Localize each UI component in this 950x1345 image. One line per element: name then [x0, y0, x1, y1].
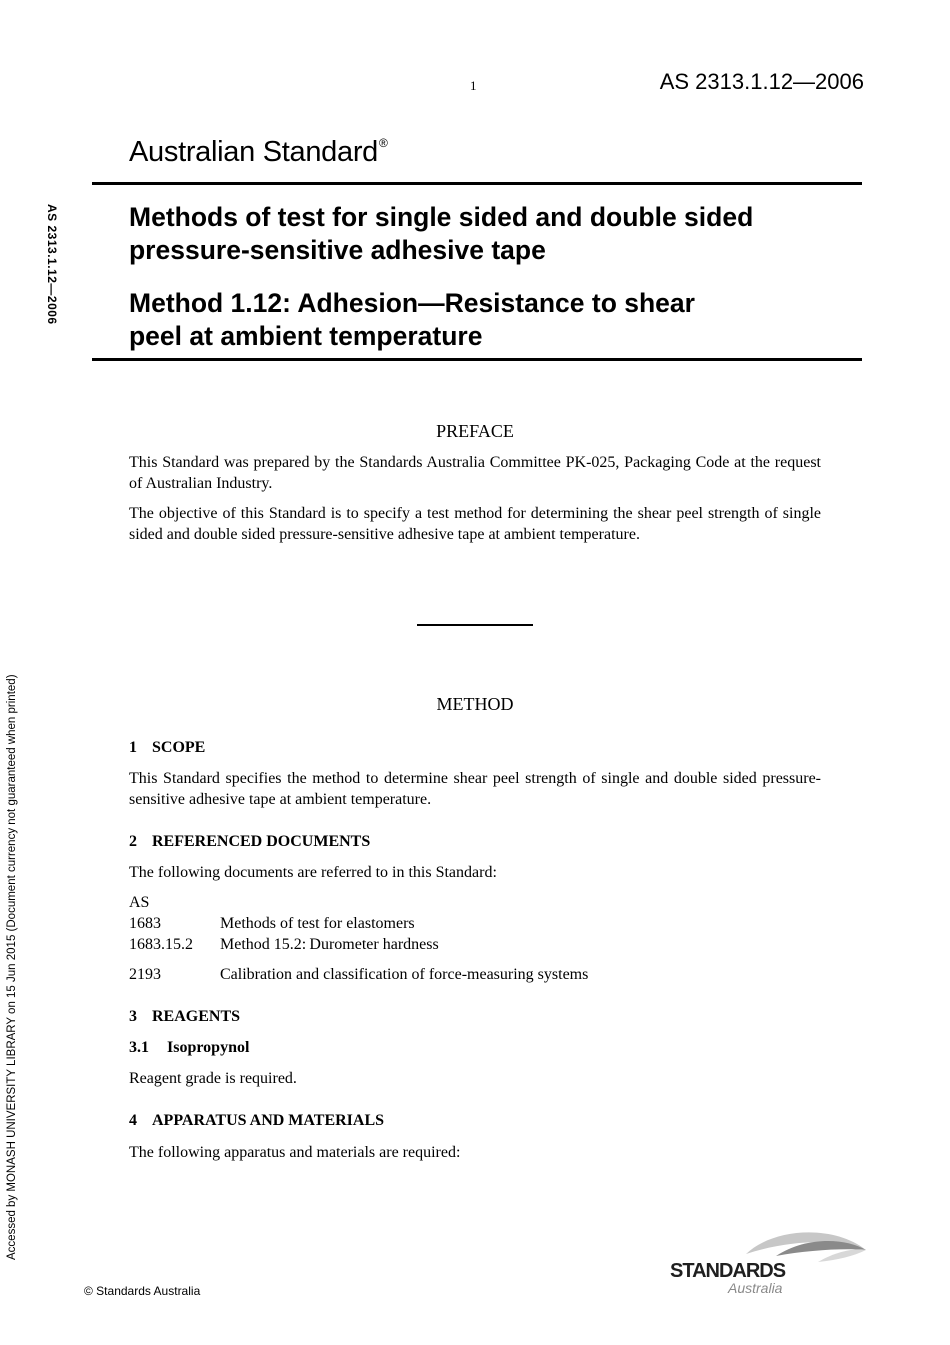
- logo-subtext: Australia: [728, 1280, 783, 1296]
- referenced-documents-intro: The following documents are referred to in this Standard:: [129, 864, 497, 881]
- section-title: REFERENCED DOCUMENTS: [152, 833, 371, 850]
- reference-item: [129, 934, 821, 955]
- section-number: 4: [129, 1112, 137, 1129]
- reference-title: Calibration and classification of force-measuring systems: [220, 966, 589, 983]
- reference-item: [129, 913, 821, 934]
- reference-title: Methods of test for elastomers: [220, 915, 415, 932]
- reagent-body: Reagent grade is required.: [129, 1070, 297, 1087]
- document-id: AS 2313.1.12—2006: [659, 69, 864, 94]
- copyright-notice: © Standards Australia: [84, 1284, 201, 1298]
- preface-heading: PREFACE: [436, 421, 514, 441]
- section-title: SCOPE: [152, 739, 206, 756]
- bottom-title-rule: [92, 358, 862, 361]
- logo-wordmark: STANDARDS: [670, 1260, 786, 1282]
- page-number: 1: [470, 78, 477, 93]
- registered-mark: ®: [379, 136, 388, 150]
- subsection-number: 3.1: [129, 1039, 149, 1056]
- brand-title-text: Australian Standard: [129, 136, 379, 168]
- reference-code: 2193: [129, 966, 161, 983]
- section-number: 1: [129, 739, 137, 756]
- reference-item: [129, 964, 821, 985]
- section-heading-referenced-documents: [129, 833, 370, 851]
- subsection-title: Isopropynol: [167, 1039, 250, 1056]
- section-heading-apparatus: [129, 1112, 384, 1130]
- reference-prefix: AS: [129, 894, 150, 911]
- spine-document-id: AS 2313.1.12—2006: [45, 204, 59, 325]
- document-title: [129, 201, 849, 267]
- section-title: REAGENTS: [152, 1008, 241, 1025]
- method-title-line: peel at ambient temperature: [129, 321, 483, 351]
- method-heading: METHOD: [436, 694, 514, 714]
- standards-australia-logo: [668, 1226, 868, 1298]
- reference-code: 1683: [129, 915, 161, 932]
- brand-title: [129, 136, 388, 169]
- section-heading-scope: [129, 739, 205, 757]
- apparatus-body: The following apparatus and materials are required:: [129, 1144, 461, 1161]
- reference-title: Method 15.2: Durometer hardness: [220, 936, 439, 953]
- preface-paragraph: The objective of this Standard is to specify a test method for determining the shear peel strength of single sided and double sided pressure-sensitive adhesive tape at ambient temperature.: [129, 505, 821, 543]
- preface-paragraph: This Standard was prepared by the Standards Australia Committee PK-025, Packaging Code at the request of Australian Industry.: [129, 454, 821, 492]
- title-line: pressure-sensitive adhesive tape: [129, 235, 546, 265]
- access-notice: Accessed by MONASH UNIVERSITY LIBRARY on 15 Jun 2015 (Document currency not guaranteed when printed): [6, 674, 18, 1260]
- reference-code: 1683.15.2: [129, 936, 193, 953]
- section-divider: [417, 624, 533, 626]
- method-title: [129, 287, 849, 353]
- title-line: Methods of test for single sided and double sided: [129, 202, 754, 232]
- section-number: 2: [129, 833, 137, 850]
- method-title-line: Method 1.12: Adhesion—Resistance to shear: [129, 288, 695, 318]
- subsection-heading-isopropynol: [129, 1039, 249, 1057]
- section-heading-reagents: [129, 1008, 240, 1026]
- section-title: APPARATUS AND MATERIALS: [152, 1112, 385, 1129]
- section-number: 3: [129, 1008, 137, 1025]
- scope-body: This Standard specifies the method to determine shear peel strength of single and double sided pressure-sensitive adhesive tape at ambient temperature.: [129, 770, 821, 808]
- reference-list: [129, 892, 821, 985]
- top-rule: [92, 182, 862, 185]
